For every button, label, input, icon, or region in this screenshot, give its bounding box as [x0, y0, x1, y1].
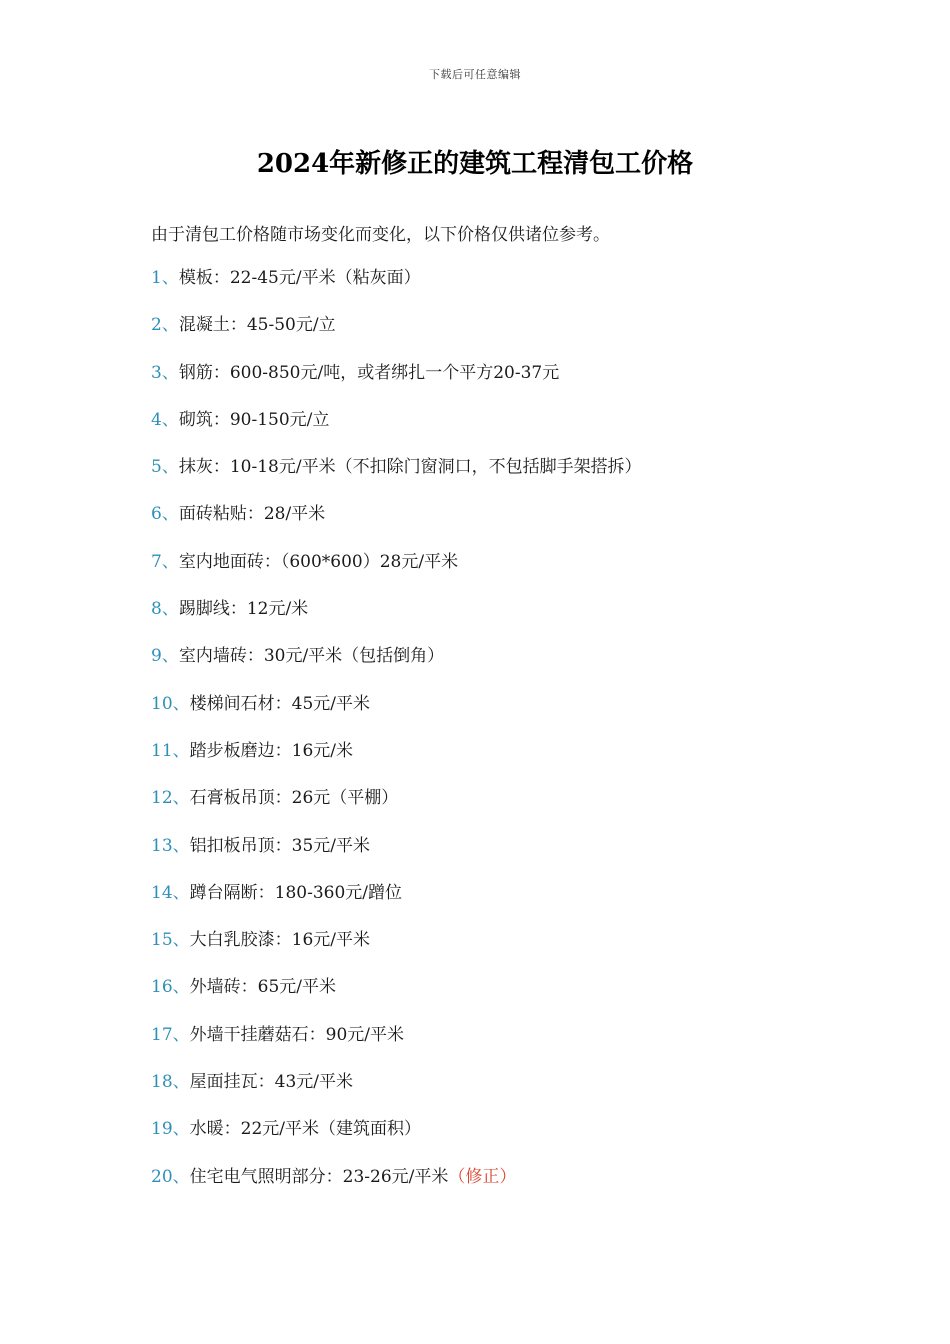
list-item	[151, 1070, 642, 1117]
list-item	[151, 834, 642, 881]
item-text: 石膏板吊顶：26元（平棚）	[189, 788, 399, 809]
list-item	[151, 928, 642, 975]
item-number: 2、	[151, 315, 179, 336]
item-text: 室内墙砖：30元/平米（包括倒角）	[178, 646, 445, 667]
item-text: 屋面挂瓦：43元/平米	[189, 1072, 353, 1093]
item-number: 11、	[151, 740, 190, 761]
page-title: 2024年新修正的建筑工程清包工价格	[256, 149, 694, 179]
item-number: 3、	[151, 362, 179, 383]
list-item	[151, 739, 642, 786]
item-number: 7、	[151, 551, 179, 572]
item-text: 铝扣板吊顶：35元/平米	[189, 835, 370, 856]
list-item	[151, 597, 642, 644]
list-item	[151, 1165, 642, 1212]
item-number: 15、	[151, 930, 190, 951]
item-number: 18、	[151, 1072, 190, 1093]
item-text: 外墙砖：65元/平米	[189, 977, 336, 998]
item-number: 6、	[151, 504, 179, 525]
price-list	[151, 266, 642, 1212]
list-item	[151, 1117, 642, 1164]
item-text: 抹灰：10-18元/平米（不扣除门窗洞口，不包括脚手架搭拆）	[178, 457, 642, 478]
list-item	[151, 881, 642, 928]
item-number: 10、	[151, 693, 190, 714]
item-number: 12、	[151, 788, 190, 809]
item-number: 17、	[151, 1024, 190, 1045]
item-number: 16、	[151, 977, 190, 998]
list-item	[151, 692, 642, 739]
item-text: 面砖粘贴：28/平米	[178, 504, 326, 525]
item-text: 混凝土：45-50元/立	[178, 315, 336, 336]
list-item	[151, 266, 642, 313]
item-text: 水暖：22元/平米（建筑面积）	[189, 1119, 421, 1140]
item-text: 模板：22-45元/平米（粘灰面）	[178, 268, 421, 288]
list-item	[151, 313, 642, 360]
item-text: 踏步板磨边：16元/米	[189, 740, 353, 761]
item-number: 19、	[151, 1119, 190, 1140]
item-note: （修正）	[448, 1166, 517, 1187]
list-item	[151, 502, 642, 549]
item-text: 楼梯间石材：45元/平米	[189, 693, 370, 714]
list-item	[151, 1023, 642, 1070]
item-text: 室内地面砖：（600*600）28元/平米	[178, 551, 459, 572]
item-number: 20、	[151, 1166, 190, 1187]
item-number: 9、	[151, 646, 179, 667]
list-item	[151, 975, 642, 1022]
list-item	[151, 455, 642, 502]
list-item	[151, 786, 642, 833]
list-item	[151, 550, 642, 597]
item-text: 蹲台隔断：180-360元/蹭位	[189, 882, 403, 903]
intro-paragraph: 由于清包工价格随市场变化而变化，以下价格仅供诸位参考。	[151, 225, 610, 245]
list-item	[151, 361, 642, 408]
item-number: 13、	[151, 835, 190, 856]
item-text: 住宅电气照明部分：23-26元/平米	[189, 1166, 449, 1187]
item-number: 14、	[151, 882, 190, 903]
list-item	[151, 644, 642, 691]
item-number: 8、	[151, 599, 179, 620]
item-text: 外墙干挂蘑菇石：90元/平米	[189, 1024, 404, 1045]
item-text: 砌筑：90-150元/立	[178, 409, 330, 430]
item-number: 1、	[151, 268, 179, 288]
item-text: 踢脚线：12元/米	[178, 599, 309, 620]
item-text: 钢筋：600-850元/吨，或者绑扎一个平方20-37元	[178, 362, 560, 383]
list-item	[151, 408, 642, 455]
item-number: 4、	[151, 409, 179, 430]
header-note: 下载后可任意编辑	[429, 68, 521, 81]
item-text: 大白乳胶漆：16元/平米	[189, 930, 370, 951]
item-number: 5、	[151, 457, 179, 478]
